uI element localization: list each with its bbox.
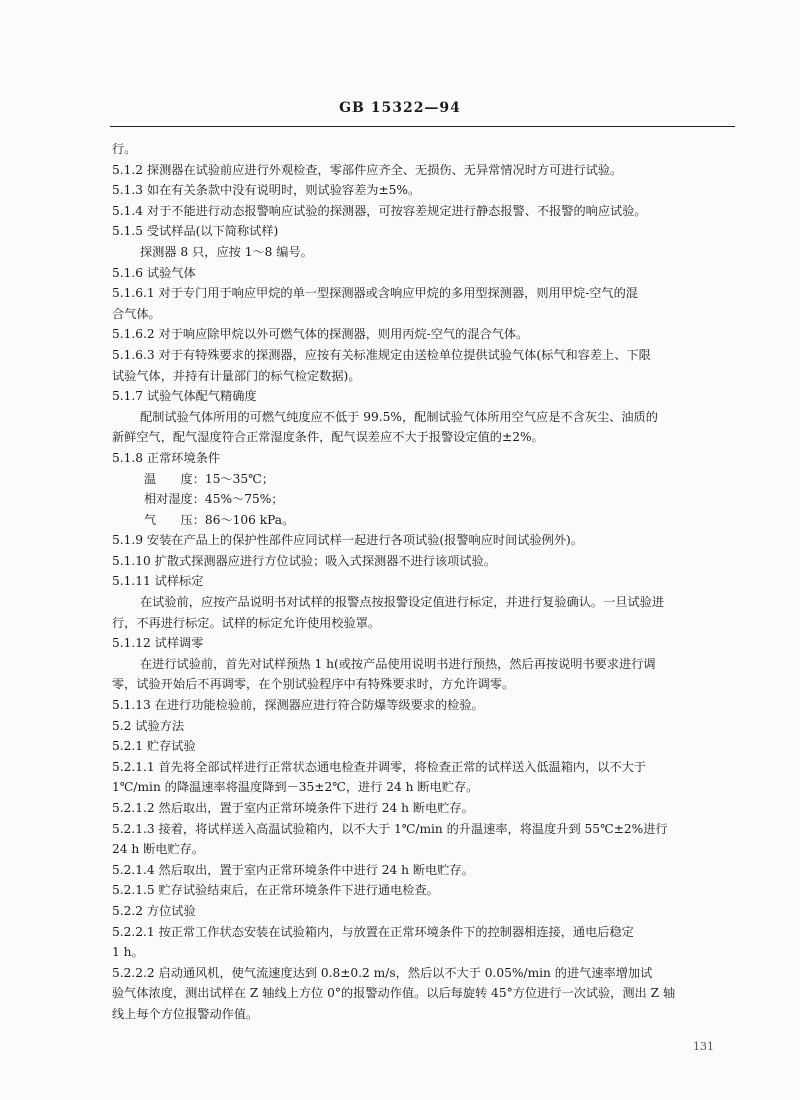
text-line: 在进行试验前，首先对试样预热 1 h(或按产品使用说明书进行预热，然后再按说明书要求进行调	[140, 656, 656, 671]
text-line: 相对湿度：45%～75%；	[144, 492, 284, 507]
text-line: 5.1.6.1 对于专门用于响应甲烷的单一型探测器或含响应甲烷的多用型探测器，则用甲烷-空气的混	[112, 286, 638, 301]
text-line: 5.1.5 受试样品(以下简称试样)	[112, 224, 279, 239]
text-line: 5.2.1.5 贮存试验结束后，在正常环境条件下进行通电检查。	[112, 883, 439, 898]
text-line: 5.2.1.3 接着，将试样送入高温试验箱内，以不大于 1℃/min 的升温速率，将温度升到 55℃±2%进行	[112, 821, 668, 836]
text-line: 5.2.1 贮存试验	[112, 739, 196, 754]
text-line: 温 度：15～35℃；	[144, 471, 274, 486]
text-line: 5.1.8 正常环境条件	[112, 450, 221, 465]
text-line: 5.1.6.3 对于有特殊要求的探测器，应按有关标准规定由送检单位提供试验气体(标气和容差上、下限	[112, 347, 651, 362]
text-line: 线上每个方位报警动作值。	[112, 1006, 259, 1021]
text-line: 探测器 8 只，应按 1～8 编号。	[140, 244, 313, 259]
text-line: 5.1.9 安装在产品上的保护性部件应同试样一起进行各项试验(报警响应时间试验例外)。	[112, 533, 583, 548]
text-line: 5.1.6.2 对于响应除甲烷以外可燃气体的探测器，则用丙烷-空气的混合气体。	[112, 327, 529, 342]
text-line: 5.1.3 如在有关条款中没有说明时，则试验容差为±5%。	[112, 183, 421, 198]
text-line: 5.1.10 扩散式探测器应进行方位试验；吸入式探测器不进行该项试验。	[112, 553, 496, 568]
text-line: 1℃/min 的降温速率将温度降到－35±2℃，进行 24 h 断电贮存。	[112, 780, 479, 795]
text-line: 5.1.12 试样调零	[112, 636, 204, 651]
text-line: 24 h 断电贮存。	[112, 842, 205, 857]
text-line: 行，不再进行标定。试样的标定允许使用校验罩。	[112, 615, 381, 630]
text-line: 5.2.1.1 首先将全部试样进行正常状态通电检查并调零，将检查正常的试样送入低温箱内，以不大于	[112, 759, 647, 774]
text-line: 5.2.2.1 按正常工作状态安装在试验箱内，与放置在正常环境条件下的控制器相连接，通电后稳定	[112, 924, 634, 939]
body-text	[112, 139, 732, 1025]
text-line: 在试验前，应按产品说明书对试样的报警点按报警设定值进行标定，并进行复验确认。一旦试验进	[140, 595, 665, 610]
text-line: 配制试验气体所用的可燃气纯度应不低于 99.5%，配制试验气体所用空气应是不含灰尘、油质的	[140, 409, 658, 424]
text-line: 5.2.2.2 启动通风机，使气流速度达到 0.8±0.2 m/s，然后以不大于 0.05%/min 的进气速率增加试	[112, 965, 653, 980]
text-line: 5.1.7 试验气体配气精确度	[112, 389, 257, 404]
text-line: 1 h。	[112, 945, 144, 960]
text-line: 5.2.2 方位试验	[112, 903, 196, 918]
text-line: 气 压：86～106 kPa。	[144, 512, 295, 527]
text-line: 5.2.1.4 然后取出，置于室内正常环境条件中进行 24 h 断电贮存。	[112, 862, 474, 877]
text-line: 新鲜空气，配气湿度符合正常湿度条件，配气误差应不大于报警设定值的±2%。	[112, 430, 544, 445]
page-number: 131	[693, 1040, 714, 1053]
text-line: 5.2 试验方法	[112, 718, 185, 733]
text-line: 5.2.1.2 然后取出，置于室内正常环境条件下进行 24 h 断电贮存。	[112, 801, 474, 815]
header-rule	[110, 126, 735, 127]
text-line: 5.1.11 试样标定	[112, 574, 204, 589]
text-line: 5.1.4 对于不能进行动态报警响应试验的探测器，可按容差规定进行静态报警、不报警的响应试验。	[112, 203, 647, 218]
text-line: 行。	[112, 142, 137, 156]
text-line: 验气体浓度，测出试样在 Z 轴线上方位 0°的报警动作值。以后每旋转 45°方位进行一次试验，测出 Z 轴	[112, 986, 676, 1001]
text-line: 5.1.6 试验气体	[112, 265, 196, 280]
text-line: 零，试验开始后不再调零，在个别试验程序中有特殊要求时，方允许调零。	[112, 677, 515, 692]
page-header-standard-number: GB 15322—94	[339, 100, 461, 116]
text-line: 5.1.13 在进行功能检验前，探测器应进行符合防爆等级要求的检验。	[112, 698, 484, 713]
text-line: 试验气体，并持有计量部门的标气检定数据)。	[112, 368, 361, 383]
text-line: 5.1.2 探测器在试验前应进行外观检查，零部件应齐全、无损伤、无异常情况时方可进行试验。	[112, 162, 623, 177]
text-line: 合气体。	[112, 306, 161, 321]
